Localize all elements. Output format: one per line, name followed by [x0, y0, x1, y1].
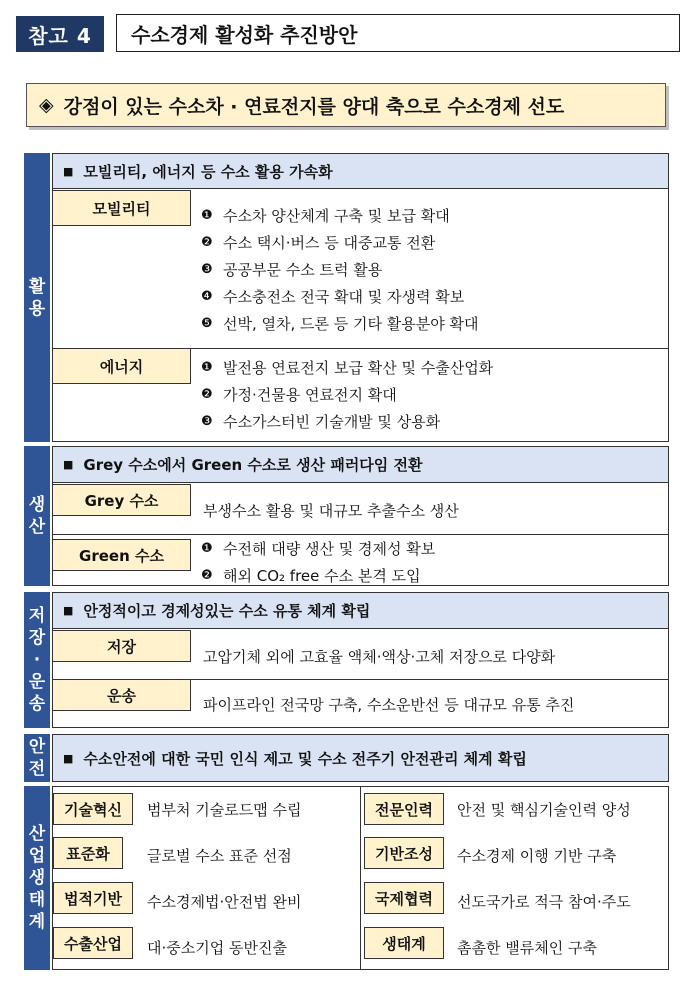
side-char: 송	[28, 694, 46, 714]
side-label-safety	[24, 734, 50, 782]
label-green-hydrogen: Green 수소	[53, 539, 191, 571]
side-char: 계	[28, 912, 46, 932]
safety-bar-text: 수소안전에 대한 국민 인식 제고 및 수소 전주기 안전관리 체계 확립	[83, 749, 527, 768]
eco-text: 수소경제 이행 기반 구축	[457, 846, 617, 865]
list-item	[201, 256, 479, 283]
production-panel	[52, 446, 669, 586]
side-char: 업	[28, 846, 46, 866]
label-legal-basis: 법적기반	[53, 882, 133, 914]
list-item	[201, 202, 479, 229]
eco-text: 범부처 기술로드맵 수립	[147, 800, 302, 819]
label-mobility: 모빌리티	[53, 190, 191, 226]
side-char: 활	[28, 276, 46, 297]
list-item	[201, 310, 479, 337]
square-bullet-icon: ■	[63, 604, 74, 617]
page-title: 수소경제 활성화 추진방안	[116, 14, 680, 52]
list-item	[201, 381, 493, 408]
usage-panel	[52, 153, 669, 442]
column-divider	[360, 787, 361, 969]
item-text: 수소 택시·버스 등 대중교통 전환	[223, 234, 436, 252]
list-item	[201, 408, 493, 435]
item-text: 수소차 양산체계 구축 및 보급 확대	[223, 207, 450, 225]
reference-badge: 참고 4	[16, 16, 104, 52]
eco-text: 수소경제법·안전법 완비	[147, 892, 302, 911]
label-storage: 저장	[53, 630, 191, 662]
side-char: 생	[28, 868, 46, 888]
list-item	[201, 354, 493, 381]
side-char: 전	[28, 759, 46, 779]
storage-bar	[53, 593, 668, 629]
number-bullet: ❹	[201, 289, 213, 304]
number-bullet: ❶	[201, 208, 213, 223]
item-text: 수소충전소 전국 확대 및 자생력 확보	[223, 288, 465, 306]
side-label-ecosystem	[24, 786, 50, 970]
label-infrastructure: 기반조성	[364, 837, 444, 869]
production-bar-text: Grey 수소에서 Green 수소로 생산 패러다임 전환	[83, 456, 423, 474]
storage-bar-text: 안정적이고 경제성있는 수소 유통 체계 확립	[83, 602, 371, 620]
usage-bar-text: 모빌리티, 에너지 등 수소 활용 가속화	[83, 162, 333, 181]
safety-panel	[52, 734, 669, 782]
number-bullet: ❷	[201, 235, 213, 250]
label-ecosystem: 생태계	[364, 927, 444, 959]
usage-bar	[53, 154, 668, 189]
number-bullet: ❷	[201, 568, 213, 583]
label-export-industry: 수출산업	[53, 927, 133, 959]
side-char: 생	[28, 495, 46, 515]
label-grey-hydrogen: Grey 수소	[53, 484, 191, 516]
item-text: 수전해 대량 생산 및 경제성 확보	[223, 540, 436, 558]
number-bullet: ❸	[201, 262, 213, 277]
list-item	[201, 535, 435, 562]
number-bullet: ❶	[201, 360, 213, 375]
number-bullet: ❸	[201, 414, 213, 429]
side-label-production	[24, 446, 50, 586]
label-international: 국제협력	[364, 882, 444, 914]
label-energy: 에너지	[53, 348, 191, 384]
side-char: 안	[28, 737, 46, 757]
number-bullet: ❶	[201, 541, 213, 556]
storage-panel	[52, 592, 669, 728]
item-text: 발전용 연료전지 보급 확산 및 수출산업화	[223, 359, 494, 377]
side-char: 저	[28, 606, 46, 626]
list-item	[201, 562, 435, 589]
grey-hydrogen-text: 부생수소 활용 및 대규모 추출수소 생산	[203, 502, 459, 520]
ecosystem-panel	[52, 786, 669, 970]
side-char: 장	[28, 628, 46, 648]
item-text: 가정·건물용 연료전지 확대	[223, 386, 397, 404]
label-tech-innovation: 기술혁신	[53, 793, 133, 825]
side-char: 산	[28, 517, 46, 537]
eco-text: 선도국가로 적극 참여·주도	[457, 892, 631, 911]
list-item	[201, 229, 479, 256]
square-bullet-icon: ■	[63, 751, 74, 765]
item-text: 해외 CO₂ free 수소 본격 도입	[223, 567, 421, 585]
item-text: 선박, 열차, 드론 등 기타 활용분야 확대	[223, 315, 479, 333]
diamond-bullet-icon: ◈	[39, 94, 54, 116]
label-standardization: 표준화	[53, 837, 123, 869]
list-item	[201, 283, 479, 310]
eco-text: 글로벌 수소 표준 선점	[147, 846, 292, 865]
eco-text: 대·중소기업 동반진출	[147, 938, 287, 957]
square-bullet-icon: ■	[63, 164, 74, 178]
safety-bar	[53, 735, 668, 781]
square-bullet-icon: ■	[63, 458, 74, 471]
side-char: 운	[28, 672, 46, 692]
side-char: 용	[28, 298, 46, 319]
side-char: 산	[28, 824, 46, 844]
label-transport: 운송	[53, 679, 191, 711]
item-text: 수소가스터빈 기술개발 및 상용화	[223, 413, 441, 431]
headline-text: 강점이 있는 수소차 · 연료전지를 양대 축으로 수소경제 선도	[63, 95, 565, 118]
label-experts: 전문인력	[364, 793, 444, 825]
storage-text: 고압기체 외에 고효율 액체·액상·고체 저장으로 다양화	[203, 648, 556, 666]
side-label-usage	[24, 153, 50, 442]
item-text: 공공부문 수소 트럭 활용	[223, 261, 383, 279]
green-list	[201, 535, 435, 589]
eco-text: 촘촘한 밸류체인 구축	[457, 938, 597, 957]
mobility-list	[201, 202, 479, 337]
energy-list	[201, 354, 493, 435]
production-bar	[53, 447, 668, 483]
transport-text: 파이프라인 전국망 구축, 수소운반선 등 대규모 유통 추진	[203, 696, 575, 714]
side-char: 태	[28, 890, 46, 910]
eco-text: 안전 및 핵심기술인력 양성	[457, 800, 631, 819]
side-label-storage	[24, 592, 50, 728]
side-char: ·	[33, 650, 41, 670]
number-bullet: ❺	[201, 316, 213, 331]
headline-box	[26, 83, 666, 127]
number-bullet: ❷	[201, 387, 213, 402]
